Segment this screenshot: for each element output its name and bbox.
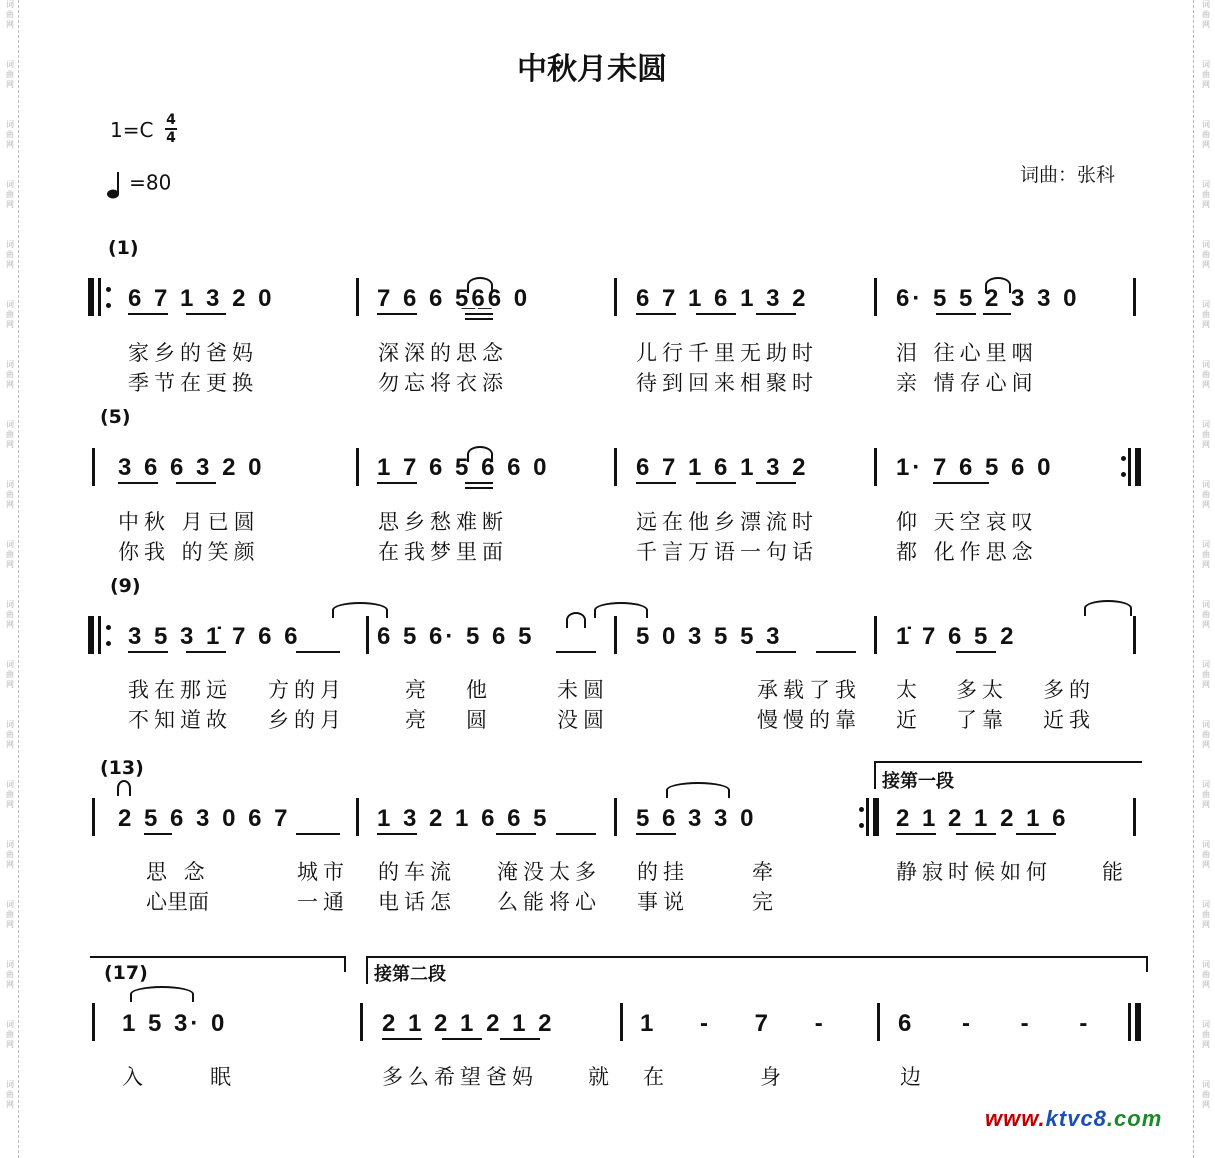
side-watermark-text: 词曲网 bbox=[6, 1080, 14, 1109]
barline bbox=[1128, 1003, 1131, 1041]
lyric-line-1: 深深的思念 bbox=[378, 341, 508, 365]
barline bbox=[356, 448, 359, 486]
beam bbox=[176, 482, 216, 484]
barline bbox=[366, 616, 369, 654]
beam bbox=[496, 833, 536, 835]
time-signature bbox=[165, 112, 177, 146]
lyric-line-1: 城市 bbox=[297, 860, 349, 884]
lyric-line-2: 心里面 bbox=[146, 890, 209, 914]
side-watermark-text: 词曲网 bbox=[1202, 840, 1210, 869]
lyric-line-1: 儿行千里无助时 bbox=[636, 341, 818, 365]
barline bbox=[614, 448, 617, 486]
measure-7-notes: 6 7 1 6 1 3 2 bbox=[636, 454, 809, 481]
time-signature-top: 4 bbox=[166, 112, 176, 128]
lyric-line-1: 我在那远 bbox=[128, 678, 232, 702]
side-watermark-text: 词曲网 bbox=[1202, 240, 1210, 269]
barline bbox=[614, 278, 617, 316]
beam bbox=[756, 313, 796, 315]
side-watermark-text: 词曲网 bbox=[6, 60, 14, 89]
lyric-line-1: 远在他乡漂流时 bbox=[636, 510, 818, 534]
lyric-line-1: 多的 bbox=[1043, 678, 1095, 702]
lyric-line-2: 待到回来相聚时 bbox=[636, 371, 818, 395]
lyric-line-1: 亮 bbox=[405, 678, 431, 702]
barline bbox=[356, 278, 359, 316]
lyric-line-1: 承载了我 bbox=[757, 678, 861, 702]
beam bbox=[382, 1038, 422, 1040]
beam bbox=[500, 1038, 540, 1040]
side-watermark-text: 词曲网 bbox=[6, 360, 14, 389]
lyric-line-1: 未圆 bbox=[557, 678, 609, 702]
side-watermark-text: 词曲网 bbox=[1202, 60, 1210, 89]
site-logo-prefix: www. bbox=[985, 1106, 1046, 1131]
final-barline bbox=[1135, 1003, 1141, 1041]
beam bbox=[956, 833, 996, 835]
lyric-line-2: 近 bbox=[896, 708, 922, 732]
lyric-line-1: 就 bbox=[588, 1065, 614, 1089]
slur bbox=[1084, 600, 1132, 616]
lyric-line-1: 方的月 bbox=[268, 678, 346, 702]
side-watermark-text: 词曲网 bbox=[6, 840, 14, 869]
side-watermark-text: 词曲网 bbox=[1202, 300, 1210, 329]
volta-bracket-2 bbox=[366, 956, 1148, 958]
barline bbox=[620, 1003, 623, 1041]
beam bbox=[465, 318, 493, 320]
lyric-line-1: 思乡愁难断 bbox=[378, 510, 508, 534]
beam bbox=[1016, 833, 1056, 835]
side-watermark-text: 词曲网 bbox=[1202, 600, 1210, 629]
barline bbox=[874, 278, 877, 316]
slur bbox=[332, 602, 388, 618]
beam bbox=[128, 313, 168, 315]
side-watermark-text: 词曲网 bbox=[6, 300, 14, 329]
lyric-line-2: 近我 bbox=[1043, 708, 1095, 732]
composer-credit: 词曲：张科 bbox=[1020, 164, 1116, 186]
lyric-line-2: 一通 bbox=[297, 890, 349, 914]
lyric-line-1: 身 bbox=[760, 1065, 786, 1089]
slur bbox=[594, 602, 648, 618]
side-watermark-text: 词曲网 bbox=[6, 720, 14, 749]
repeat-dot bbox=[1121, 456, 1126, 461]
lyric-line-1: 家乡的爸妈 bbox=[128, 341, 258, 365]
barline bbox=[356, 798, 359, 836]
lyric-line-2: 在我梦里面 bbox=[378, 540, 508, 564]
side-watermark-text: 词曲网 bbox=[6, 600, 14, 629]
side-watermark-text: 词曲网 bbox=[1202, 780, 1210, 809]
repeat-dot bbox=[859, 823, 864, 828]
measure-number-13: (13) bbox=[100, 757, 144, 779]
barline bbox=[92, 448, 95, 486]
lyric-line-1: 静寂时候如何 bbox=[896, 860, 1052, 884]
measure-4-notes: 6· 5 5 2 3 3 0 bbox=[896, 285, 1080, 312]
tempo-marking bbox=[106, 170, 171, 200]
lyric-line-2: 完 bbox=[752, 890, 778, 914]
measure-3-notes: 6 7 1 6 1 3 2 bbox=[636, 285, 809, 312]
measure-17-notes: 1 5 3· 0 bbox=[122, 1010, 228, 1037]
measure-15-notes: 5 6 3 3 0 bbox=[636, 805, 757, 832]
lyric-line-1: 思 念 bbox=[146, 860, 210, 884]
beam bbox=[377, 313, 417, 315]
beam bbox=[636, 833, 676, 835]
beam bbox=[186, 651, 226, 653]
beam bbox=[296, 651, 340, 653]
repeat-end-barline bbox=[1135, 448, 1141, 486]
measure-number-1: (1) bbox=[108, 237, 139, 259]
measure-14-notes: 1 3 2 1 6 6 5 bbox=[377, 805, 550, 832]
slur bbox=[117, 780, 131, 796]
repeat-dot bbox=[106, 287, 111, 292]
beam bbox=[465, 487, 493, 489]
barline bbox=[874, 616, 877, 654]
side-watermark-text: 词曲网 bbox=[6, 0, 14, 29]
volta-bracket-2-edge bbox=[366, 956, 368, 984]
lyric-line-1: 淹没太多 bbox=[497, 860, 601, 884]
measure-11-notes: 5 0 3 5 5 3 bbox=[636, 623, 783, 650]
measure-6-notes: 1 7 6 5 6 6 0 bbox=[377, 454, 550, 481]
key-signature: 1=C bbox=[110, 118, 154, 142]
measure-number-17: (17) bbox=[104, 962, 148, 984]
side-watermark-text: 词曲网 bbox=[6, 900, 14, 929]
side-watermark-text: 词曲网 bbox=[1202, 360, 1210, 389]
barline bbox=[1133, 616, 1136, 654]
barline bbox=[866, 798, 869, 836]
lyric-line-2: 千言万语一句话 bbox=[636, 540, 818, 564]
lyric-line-1: 中秋 月已圆 bbox=[118, 510, 260, 534]
measure-16-notes: 2 1 2 1 2 1 6 bbox=[896, 805, 1069, 832]
barline bbox=[98, 278, 101, 316]
barline bbox=[614, 616, 617, 654]
side-watermark-text: 词曲网 bbox=[6, 660, 14, 689]
lyric-line-1: 多太 bbox=[956, 678, 1008, 702]
measure-19-notes: 1 - 7 - bbox=[640, 1010, 843, 1037]
repeat-dot bbox=[106, 303, 111, 308]
measure-number-5: (5) bbox=[100, 406, 131, 428]
beam bbox=[556, 651, 596, 653]
lyric-line-1: 牵 bbox=[752, 860, 778, 884]
lyric-line-2: 事说 bbox=[637, 890, 689, 914]
repeat-dot bbox=[859, 807, 864, 812]
beam bbox=[696, 482, 736, 484]
lyric-line-1: 眠 bbox=[210, 1065, 236, 1089]
volta-bracket-2-end bbox=[1146, 956, 1148, 972]
lyric-line-2: 都 化作思念 bbox=[896, 540, 1038, 564]
measure-18-notes: 2 1 2 1 2 1 2 bbox=[382, 1010, 555, 1037]
beam bbox=[956, 651, 996, 653]
lyric-line-2: 亲 情存心间 bbox=[896, 371, 1038, 395]
beam bbox=[933, 482, 989, 484]
barline bbox=[360, 1003, 363, 1041]
side-watermark-text: 词曲网 bbox=[1202, 180, 1210, 209]
volta-bracket-1-edge bbox=[874, 761, 876, 789]
beam bbox=[118, 482, 158, 484]
beam bbox=[186, 313, 226, 315]
side-watermark-text: 词曲网 bbox=[6, 780, 14, 809]
lyric-line-1: 他 bbox=[466, 678, 492, 702]
lyric-line-2: 季节在更换 bbox=[128, 371, 258, 395]
beam bbox=[636, 313, 676, 315]
slur bbox=[467, 446, 493, 462]
lyric-line-2: 乡的月 bbox=[268, 708, 346, 732]
side-watermark-text: 词曲网 bbox=[1202, 480, 1210, 509]
side-watermark-text: 词曲网 bbox=[1202, 120, 1210, 149]
side-watermark-text: 词曲网 bbox=[1202, 720, 1210, 749]
repeat-dot bbox=[106, 625, 111, 630]
beam bbox=[756, 482, 796, 484]
slur bbox=[467, 277, 493, 293]
slur bbox=[985, 277, 1011, 293]
lyric-line-1: 太 bbox=[896, 678, 922, 702]
beam bbox=[377, 833, 417, 835]
tempo-value: =80 bbox=[129, 170, 172, 195]
lyric-line-2: 了靠 bbox=[956, 708, 1008, 732]
side-watermark-text: 词曲网 bbox=[6, 1020, 14, 1049]
side-watermark-text: 词曲网 bbox=[1202, 960, 1210, 989]
site-logo bbox=[985, 1106, 1162, 1132]
barline bbox=[614, 798, 617, 836]
song-title: 中秋月未圆 bbox=[517, 52, 667, 87]
measure-5-notes: 3 6 6 3 2 0 bbox=[118, 454, 265, 481]
lyric-line-1: 在 bbox=[643, 1065, 669, 1089]
beam bbox=[465, 313, 493, 315]
barline bbox=[98, 616, 101, 654]
barline bbox=[874, 448, 877, 486]
lyric-line-2: 亮 bbox=[405, 708, 431, 732]
volta-bracket-1-end bbox=[344, 956, 346, 972]
measure-1-notes: 6 7 1 3 2 0 bbox=[128, 285, 275, 312]
lyric-line-1: 能 bbox=[1102, 860, 1128, 884]
barline bbox=[1133, 798, 1136, 836]
beam bbox=[377, 482, 417, 484]
repeat-end-barline bbox=[873, 798, 879, 836]
barline bbox=[1128, 448, 1131, 486]
side-watermark-text: 词曲网 bbox=[1202, 660, 1210, 689]
measure-12-notes: 1̇ 7 6 5 2 bbox=[896, 623, 1017, 650]
slur bbox=[666, 782, 730, 798]
side-watermark-text: 词曲网 bbox=[6, 180, 14, 209]
barline bbox=[92, 798, 95, 836]
measure-9-notes: 3 5 3 1̇ 7 6 6 bbox=[128, 623, 301, 650]
lyric-line-1: 边 bbox=[900, 1065, 926, 1089]
beam bbox=[296, 833, 340, 835]
side-watermark-text: 词曲网 bbox=[1202, 900, 1210, 929]
repeat-dot bbox=[1121, 472, 1126, 477]
lyric-line-2: 么能将心 bbox=[497, 890, 601, 914]
measure-10-notes: 6 5 6· 5 6 5 bbox=[377, 623, 535, 650]
lyric-line-1: 泪 往心里咽 bbox=[896, 341, 1038, 365]
side-watermark-text: 词曲网 bbox=[1202, 1080, 1210, 1109]
measure-13-notes: 2 5 6 3 0 6 7 bbox=[118, 805, 291, 832]
beam bbox=[696, 313, 736, 315]
side-watermark-text: 词曲网 bbox=[6, 960, 14, 989]
measure-20-notes: 6 - - - bbox=[898, 1010, 1110, 1037]
beam bbox=[756, 651, 796, 653]
site-logo-suffix: .com bbox=[1106, 1106, 1163, 1131]
side-watermark-text: 词曲网 bbox=[6, 240, 14, 269]
beam bbox=[816, 651, 856, 653]
beam bbox=[936, 313, 976, 315]
lyric-line-1: 的挂 bbox=[637, 860, 689, 884]
volta-bracket-1 bbox=[874, 761, 1142, 763]
barline bbox=[877, 1003, 880, 1041]
beam bbox=[442, 1038, 482, 1040]
lyric-line-2: 电话怎 bbox=[378, 890, 456, 914]
beam bbox=[983, 313, 1011, 315]
lyric-line-1: 多么希望爸妈 bbox=[382, 1065, 538, 1089]
time-signature-bottom: 4 bbox=[166, 130, 176, 146]
quarter-note-icon bbox=[106, 170, 124, 200]
lyric-line-1: 的车流 bbox=[378, 860, 456, 884]
side-watermark-text: 词曲网 bbox=[1202, 420, 1210, 449]
lyric-line-1: 仰 天空哀叹 bbox=[896, 510, 1038, 534]
lyric-line-1: 入 bbox=[122, 1065, 148, 1089]
lyric-line-2: 你我 的笑颜 bbox=[118, 540, 260, 564]
side-watermark-text: 词曲网 bbox=[6, 120, 14, 149]
volta-bracket-1-continuation bbox=[90, 956, 346, 958]
beam bbox=[556, 833, 596, 835]
lyric-line-2: 不知道故 bbox=[128, 708, 232, 732]
side-watermark-text: 词曲网 bbox=[1202, 540, 1210, 569]
barline bbox=[1133, 278, 1136, 316]
beam bbox=[128, 651, 168, 653]
measure-2-notes: 7 6 6 5̲6̲6 0 bbox=[377, 285, 531, 312]
volta-label-2: 接第二段 bbox=[374, 964, 446, 985]
slur bbox=[130, 986, 194, 1002]
side-watermark-text: 词曲网 bbox=[6, 540, 14, 569]
lyric-line-2: 勿忘将衣添 bbox=[378, 371, 508, 395]
left-watermark-strip bbox=[18, 0, 35, 1158]
barline bbox=[92, 1003, 95, 1041]
beam bbox=[896, 833, 936, 835]
repeat-start-barline bbox=[88, 616, 94, 654]
slur bbox=[566, 612, 586, 628]
side-watermark-text: 词曲网 bbox=[6, 480, 14, 509]
repeat-start-barline bbox=[88, 278, 94, 316]
beam bbox=[465, 482, 493, 484]
beam bbox=[144, 833, 172, 835]
side-watermark-text: 词曲网 bbox=[1202, 0, 1210, 29]
site-logo-name: ktvc8 bbox=[1045, 1106, 1107, 1131]
lyric-line-2: 慢慢的靠 bbox=[757, 708, 861, 732]
repeat-dot bbox=[106, 641, 111, 646]
volta-label-1: 接第一段 bbox=[882, 771, 954, 792]
measure-8-notes: 1· 7 6 5 6 0 bbox=[896, 454, 1054, 481]
lyric-line-2: 圆 bbox=[466, 708, 492, 732]
beam bbox=[636, 482, 676, 484]
measure-number-9: (9) bbox=[110, 575, 141, 597]
lyric-line-2: 没圆 bbox=[557, 708, 609, 732]
side-watermark-text: 词曲网 bbox=[6, 420, 14, 449]
side-watermark-text: 词曲网 bbox=[1202, 1020, 1210, 1049]
